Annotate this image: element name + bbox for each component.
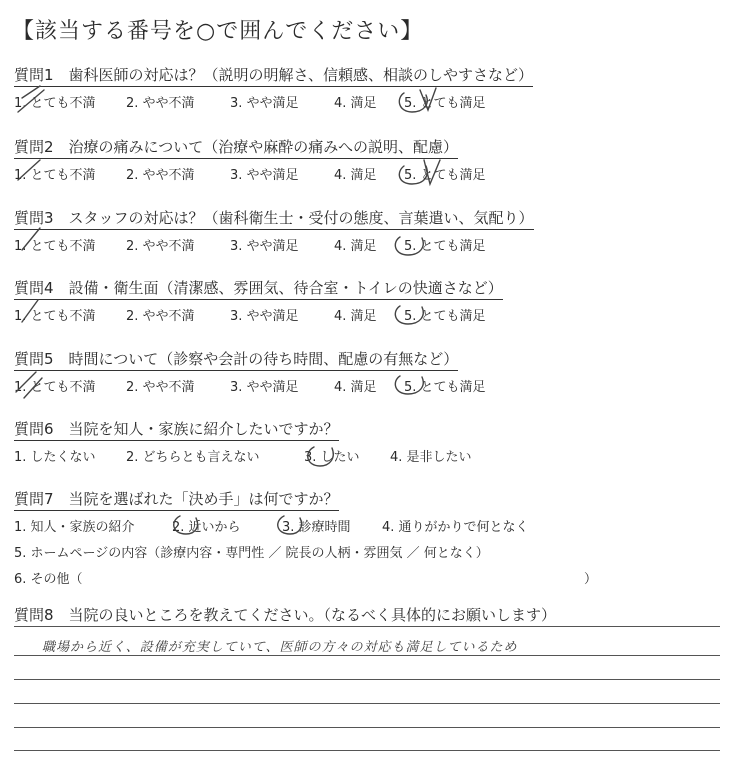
question-2-options — [14, 164, 486, 183]
answer-line-3 — [14, 679, 720, 680]
question-3-options — [14, 235, 534, 254]
option-1[interactable]: 1. したくない — [14, 450, 96, 465]
option-6-close: ） — [584, 572, 598, 587]
handwritten-answer[interactable]: 職場から近く、設備が充実していて、医師の方々の対応も満足しているため — [42, 640, 518, 655]
question-7-heading: 質問7 当院を選ばれた「決め手」は何ですか？ — [14, 488, 339, 511]
option-5[interactable]: 5. とても満足 — [404, 380, 486, 395]
option-4[interactable]: 4. 是非したい — [390, 450, 472, 465]
question-7-options — [14, 516, 604, 535]
option-2[interactable]: 2. 近いから — [172, 520, 241, 535]
option-4[interactable]: 4. 満足 — [334, 380, 377, 395]
option-1[interactable]: 1. とても不満 — [14, 239, 96, 254]
option-4[interactable]: 4. 満足 — [334, 309, 377, 324]
question-5-options — [14, 376, 486, 395]
question-3 — [14, 207, 534, 254]
question-1-heading: 質問1 歯科医師の対応は？（説明の明解さ、信頼感、相談のしやすさなど） — [14, 64, 533, 87]
option-3[interactable]: 3. やや満足 — [230, 309, 299, 324]
option-2[interactable]: 2. やや不満 — [126, 380, 195, 395]
option-3[interactable]: 3. やや満足 — [230, 380, 299, 395]
answer-line-4 — [14, 703, 720, 704]
option-1[interactable]: 1. とても不満 — [14, 309, 96, 324]
option-3[interactable]: 3. やや満足 — [230, 168, 299, 183]
question-8 — [14, 604, 556, 626]
option-5[interactable]: 5. とても満足 — [404, 309, 486, 324]
page-title: 【該当する番号を○で囲んでください】 — [12, 19, 424, 44]
option-2[interactable]: 2. やや不満 — [126, 96, 195, 111]
option-5[interactable]: 5. とても満足 — [404, 168, 486, 183]
option-2[interactable]: 2. やや不満 — [126, 239, 195, 254]
option-2[interactable]: 2. どちらとも言えない — [126, 450, 260, 465]
question-4 — [14, 277, 503, 324]
option-1[interactable]: 1. 知人・家族の紹介 — [14, 520, 135, 535]
question-1-options — [14, 92, 533, 111]
option-4[interactable]: 4. 満足 — [334, 96, 377, 111]
option-4[interactable]: 4. 満足 — [334, 168, 377, 183]
question-6 — [14, 418, 472, 465]
question-8-heading: 質問8 当院の良いところを教えてください。（なるべく具体的にお願いします） — [14, 606, 557, 624]
option-3[interactable]: 3. したい — [304, 450, 360, 465]
question-7 — [14, 488, 604, 587]
question-6-options — [14, 446, 472, 465]
question-4-options — [14, 305, 503, 324]
option-2[interactable]: 2. やや不満 — [126, 309, 195, 324]
question-2 — [14, 136, 486, 183]
option-4[interactable]: 4. 満足 — [334, 239, 377, 254]
option-1[interactable]: 1. とても不満 — [14, 96, 96, 111]
answer-line-5 — [14, 727, 720, 728]
option-5[interactable]: 5. とても満足 — [404, 96, 486, 111]
option-2[interactable]: 2. やや不満 — [126, 168, 195, 183]
question-5 — [14, 348, 486, 395]
answer-line-2 — [14, 655, 720, 656]
answer-line-1 — [14, 626, 720, 627]
option-5[interactable]: 5. ホームページの内容（診療内容・専門性 ／ 院長の人柄・雰囲気 ／ 何となく） — [14, 546, 489, 561]
option-3[interactable]: 3. やや満足 — [230, 96, 299, 111]
option-5[interactable]: 5. とても満足 — [404, 239, 486, 254]
option-3[interactable]: 3. やや満足 — [230, 239, 299, 254]
question-3-heading: 質問3 スタッフの対応は？（歯科衛生士・受付の態度、言葉遣い、気配り） — [14, 207, 534, 230]
answer-line-6 — [14, 750, 720, 751]
question-2-heading: 質問2 治療の痛みについて（治療や麻酔の痛みへの説明、配慮） — [14, 136, 458, 159]
option-3[interactable]: 3. 診療時間 — [282, 520, 351, 535]
option-1[interactable]: 1. とても不満 — [14, 168, 96, 183]
question-5-heading: 質問5 時間について（診察や会計の待ち時間、配慮の有無など） — [14, 348, 458, 371]
question-4-heading: 質問4 設備・衛生面（清潔感、雰囲気、待合室・トイレの快適さなど） — [14, 277, 503, 300]
question-1 — [14, 64, 533, 111]
option-1[interactable]: 1. とても不満 — [14, 380, 96, 395]
option-6-row — [14, 568, 604, 587]
question-6-heading: 質問6 当院を知人・家族に紹介したいですか？ — [14, 418, 339, 441]
option-4[interactable]: 4. 通りがかりで何となく — [382, 520, 529, 535]
option-6[interactable]: 6. その他（ — [14, 572, 83, 587]
